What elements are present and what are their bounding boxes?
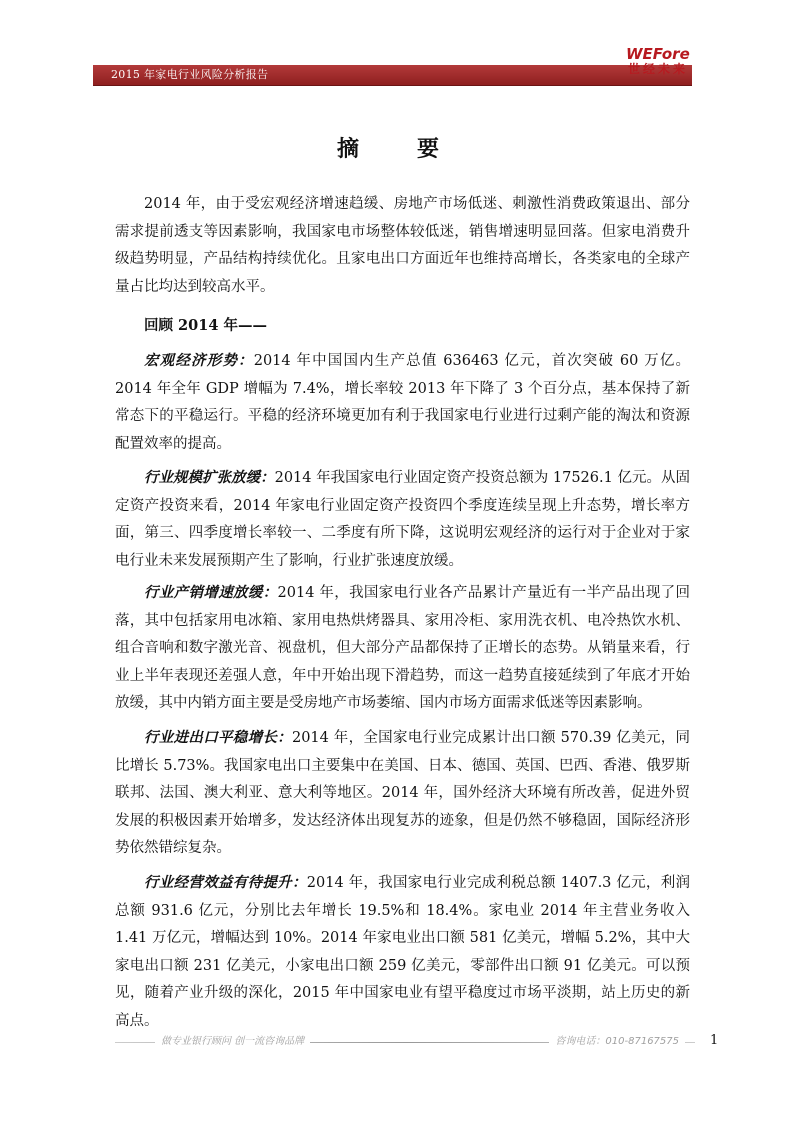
paragraph-lead: 行业经营效益有待提升： [144,874,307,891]
paragraph-text: 2014 年，全国家电行业完成累计出口额 570.39 亿美元，同比增长 5.73%。我国家电出口主要集中在美国、日本、德国、英国、巴西、香港、俄罗斯联邦、法国、澳大利亚、意大利等地区。2014 年，国外经济大环境有所改善，促进外贸发展的积极因素开始增多，发达经济体出现复苏的迹象，但是仍然不够稳固，国际经济形势依然错综复杂。 [115,730,690,856]
paragraph-macro [115,347,690,458]
paragraph-lead: 行业规模扩张放缓： [144,469,275,486]
logo [626,46,702,82]
logo-text-en: WEFore [626,45,690,63]
footer-slogan: 做专业银行顾问 创一流咨询品牌 [155,1032,310,1052]
paragraph-lead: 行业产销增速放缓： [144,584,278,601]
paragraph-text: 2014 年，我国家电行业各产品累计产量近有一半产品出现了回落，其中包括家用电冰箱、家用电热烘烤器具、家用冷柜、家用洗衣机、电冷热饮水机、组合音响和数字激光音、视盘机，但大部分产品都保持了正增长的态势。从销量来看，行业上半年表现还差强人意，年中开始出现下滑趋势，而这一趋势直接延续到了年底才开始放缓，其中内销方面主要是受房地产市场萎缩、国内市场方面需求低迷等因素影响。 [115,585,690,711]
intro-paragraph [115,191,690,301]
paragraph-trade [115,724,690,863]
paragraph-production [115,579,690,718]
paragraph-scale [115,464,690,575]
page-number: 1 [710,1033,719,1048]
paragraph-profit [115,869,690,1035]
intro-text: 2014 年，由于受宏观经济增速趋缓、房地产市场低迷、刺激性消费政策退出、部分需求提前透支等因素影响，我国家电市场整体较低迷，销售增速明显回落。但家电消费升级趋势明显，产品结构持续优化。且家电出口方面近年也维持高增长，各类家电的全球产量占比均达到较高水平。 [115,196,690,295]
paragraph-text: 2014 年中国国内生产总值 636463 亿元，首次突破 60 万亿。2014 年全年 GDP 增幅为 7.4%，增长率较 2013 年下降了 3 个百分点，基本保持了新常态下的平稳运行。平稳的经济环境更加有利于我国家电行业进行过剩产能的淘汰和资源配置效率的提高。 [115,353,691,452]
footer [115,1030,695,1054]
header-bar [93,65,692,86]
footer-phone: 咨询电话：010-87167575 [549,1032,685,1052]
paragraph-lead: 行业进出口平稳增长： [144,729,292,746]
paragraph-text: 2014 年我国家电行业固定资产投资总额为 17526.1 亿元。从固定资产投资来看，2014 年家电行业固定资产投资四个季度连续呈现上升态势，增长率方面，第三、四季度增长率较一、二季度有所下降，这说明宏观经济的运行对于企业对于家电行业未来发展预期产生了影响，行业扩张速度放缓。 [115,470,690,569]
page-title: 摘 要 [336,136,457,162]
paragraph-text: 2014 年，我国家电行业完成利税总额 1407.3 亿元，利润总额 931.6 亿元，分别比去年增长 19.5%和 18.4%。家电业 2014 年主营业务收入 1.41 万亿元，增幅达到 10%。2014 年家电业出口额 581 亿美元，增幅 5.2%，其中大家电出口额 231 亿美元，小家电出口额 259 亿美元，零部件出口额 91 亿美元。可以预见，随着产业升级的深化，2015 年中国家电业有望平稳度过市场平淡期，站上历史的新高点。 [115,875,690,1029]
section-label: 回顾 2014 年—— [144,317,267,334]
paragraph-lead: 宏观经济形势： [144,352,254,369]
logo-text-cn: 世经未来 [628,62,689,76]
report-title: 2015 年家电行业风险分析报告 [111,68,269,81]
